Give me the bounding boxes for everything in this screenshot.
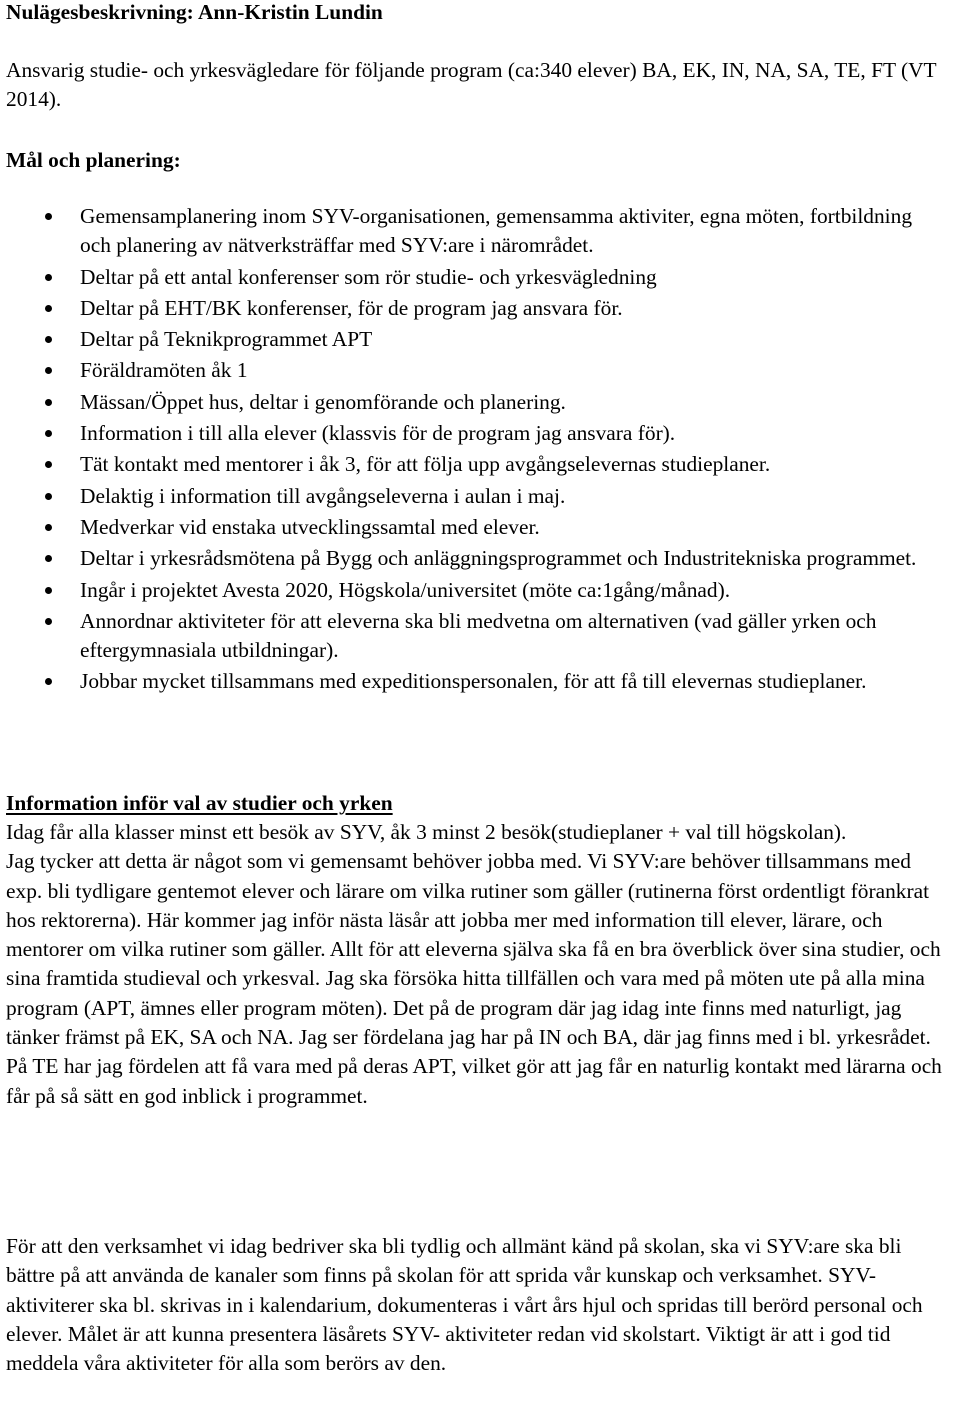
plan-item-text: Ingår i projektet Avesta 2020, Högskola/universitet (möte ca:1gång/månad). xyxy=(80,577,731,602)
info-paragraph-1: Idag får alla klasser minst ett besök av SYV, åk 3 minst 2 besök(studieplaner + val till högskolan). xyxy=(6,820,847,844)
bullet-icon xyxy=(45,399,52,406)
plan-item-text: Deltar på EHT/BK konferenser, för de program jag ansvara för. xyxy=(80,295,623,320)
document-title: Nulägesbeskrivning: Ann-Kristin Lundin xyxy=(6,0,383,24)
bullet-icon xyxy=(45,587,52,594)
plan-list-item xyxy=(6,325,956,354)
info-paragraph-2: Jag tycker att detta är något som vi gemensamt behöver jobba med. Vi SYV:are behöver tillsammans med exp. bli tydligare gentemot elever och lärare om vilka rutiner som gäller (rutinerna först ordentligt förankrat hos rektorerna). Här kommer jag inför nästa läsår att jobba mer med information till elever, lärare, och mentorer om vilka rutiner som gäller. Allt för att eleverna själva ska få en bra överblick över sina studier, och sina framtida studieval och yrkesval. Jag ska försöka hitta tillfällen och vara med på möten ute på alla mina program (APT, ämnes eller program möten). Det på de program där jag idag inte finns med naturligt, jag tänker främst på EK, SA och NA. Jag ser fördelana jag har på IN och BA, där jag finns med i bl. yrkesrådet. På TE har jag fördelen att få vara med på deras APT, vilket gör att jag får en naturlig kontakt med lärarna och får på så sätt en god inblick i programmet. xyxy=(6,849,942,1108)
bullet-icon xyxy=(45,336,52,343)
plan-list-item xyxy=(6,419,956,448)
plan-item-text: Föräldramöten åk 1 xyxy=(80,358,248,383)
plan-list-item xyxy=(6,294,956,323)
plan-list-item xyxy=(6,576,956,605)
plan-item-text: Delaktig i information till avgångseleverna i aulan i maj. xyxy=(80,483,566,508)
plan-item-text: Deltar på Teknikprogrammet APT xyxy=(80,327,373,352)
bullet-icon xyxy=(45,493,52,500)
plan-item-text: Deltar på ett antal konferenser som rör studie- och yrkesvägledning xyxy=(80,264,657,289)
bullet-icon xyxy=(45,213,52,220)
bullet-icon xyxy=(45,555,52,562)
plan-item-text: Gemensamplanering inom SYV-organisationen, gemensamma aktiviter, egna möten, fortbildning och planering av nätverksträffar med SYV:are i närområdet. xyxy=(80,204,913,258)
bullet-icon xyxy=(45,305,52,312)
plan-list xyxy=(6,202,956,699)
plan-heading: Mål och planering: xyxy=(6,148,181,172)
plan-list-item xyxy=(6,544,956,573)
bullet-icon xyxy=(45,678,52,685)
plan-list-item xyxy=(6,356,956,385)
bullet-icon xyxy=(45,367,52,374)
plan-item-text: Jobbar mycket tillsammans med expeditionspersonalen, för att få till elevernas studieplaner. xyxy=(80,669,867,694)
plan-item-text: Medverkar vid enstaka utvecklingssamtal med elever. xyxy=(80,514,540,539)
plan-list-item xyxy=(6,450,956,479)
plan-list-item xyxy=(6,202,956,261)
plan-item-text: Deltar i yrkesrådsmötena på Bygg och anläggningsprogrammet och Industritekniska programmet. xyxy=(80,546,917,571)
info-section xyxy=(6,818,946,1111)
intro-paragraph: Ansvarig studie- och yrkesvägledare för följande program (ca:340 elever) BA, EK, IN, NA, SA, TE, FT (VT 2014). xyxy=(6,58,937,112)
info-heading: Information inför val av studier och yrken xyxy=(6,791,393,815)
closing-paragraph: För att den verksamhet vi idag bedriver ska bli tydlig och allmänt känd på skolan, ska vi SYV:are ska bli bättre på att använda de kanaler som finns på skolan för att sprida vår kunskap och verksamhet. SYV-aktiviterer ska bl. skrivas in i kalendarium, dokumenteras i vårt års hjul och spridas till berörd personal och elever. Målet är att kunna presentera läsårets SYV- aktiviteter redan vid skolstart. Viktigt är att i god tid meddela våra aktiviteter för alla som berörs av den. xyxy=(6,1234,923,1376)
plan-list-item xyxy=(6,388,956,417)
plan-item-text: Mässan/Öppet hus, deltar i genomförande och planering. xyxy=(80,389,566,414)
plan-list-item xyxy=(6,667,956,696)
bullet-icon xyxy=(45,524,52,531)
plan-list-item xyxy=(6,607,956,666)
plan-list-item xyxy=(6,513,956,542)
plan-list-item xyxy=(6,482,956,511)
plan-item-text: Information i till alla elever (klassvis för de program jag ansvara för). xyxy=(80,421,676,446)
plan-item-text: Annordnar aktiviteter för att eleverna ska bli medvetna om alternativen (vad gäller yrken och eftergymnasiala utbildningar). xyxy=(80,608,877,663)
bullet-icon xyxy=(45,618,52,625)
bullet-icon xyxy=(45,461,52,468)
plan-item-text: Tät kontakt med mentorer i åk 3, för att följa upp avgångselevernas studieplaner. xyxy=(80,452,771,477)
plan-list-item xyxy=(6,263,956,292)
bullet-icon xyxy=(45,430,52,437)
bullet-icon xyxy=(45,274,52,281)
